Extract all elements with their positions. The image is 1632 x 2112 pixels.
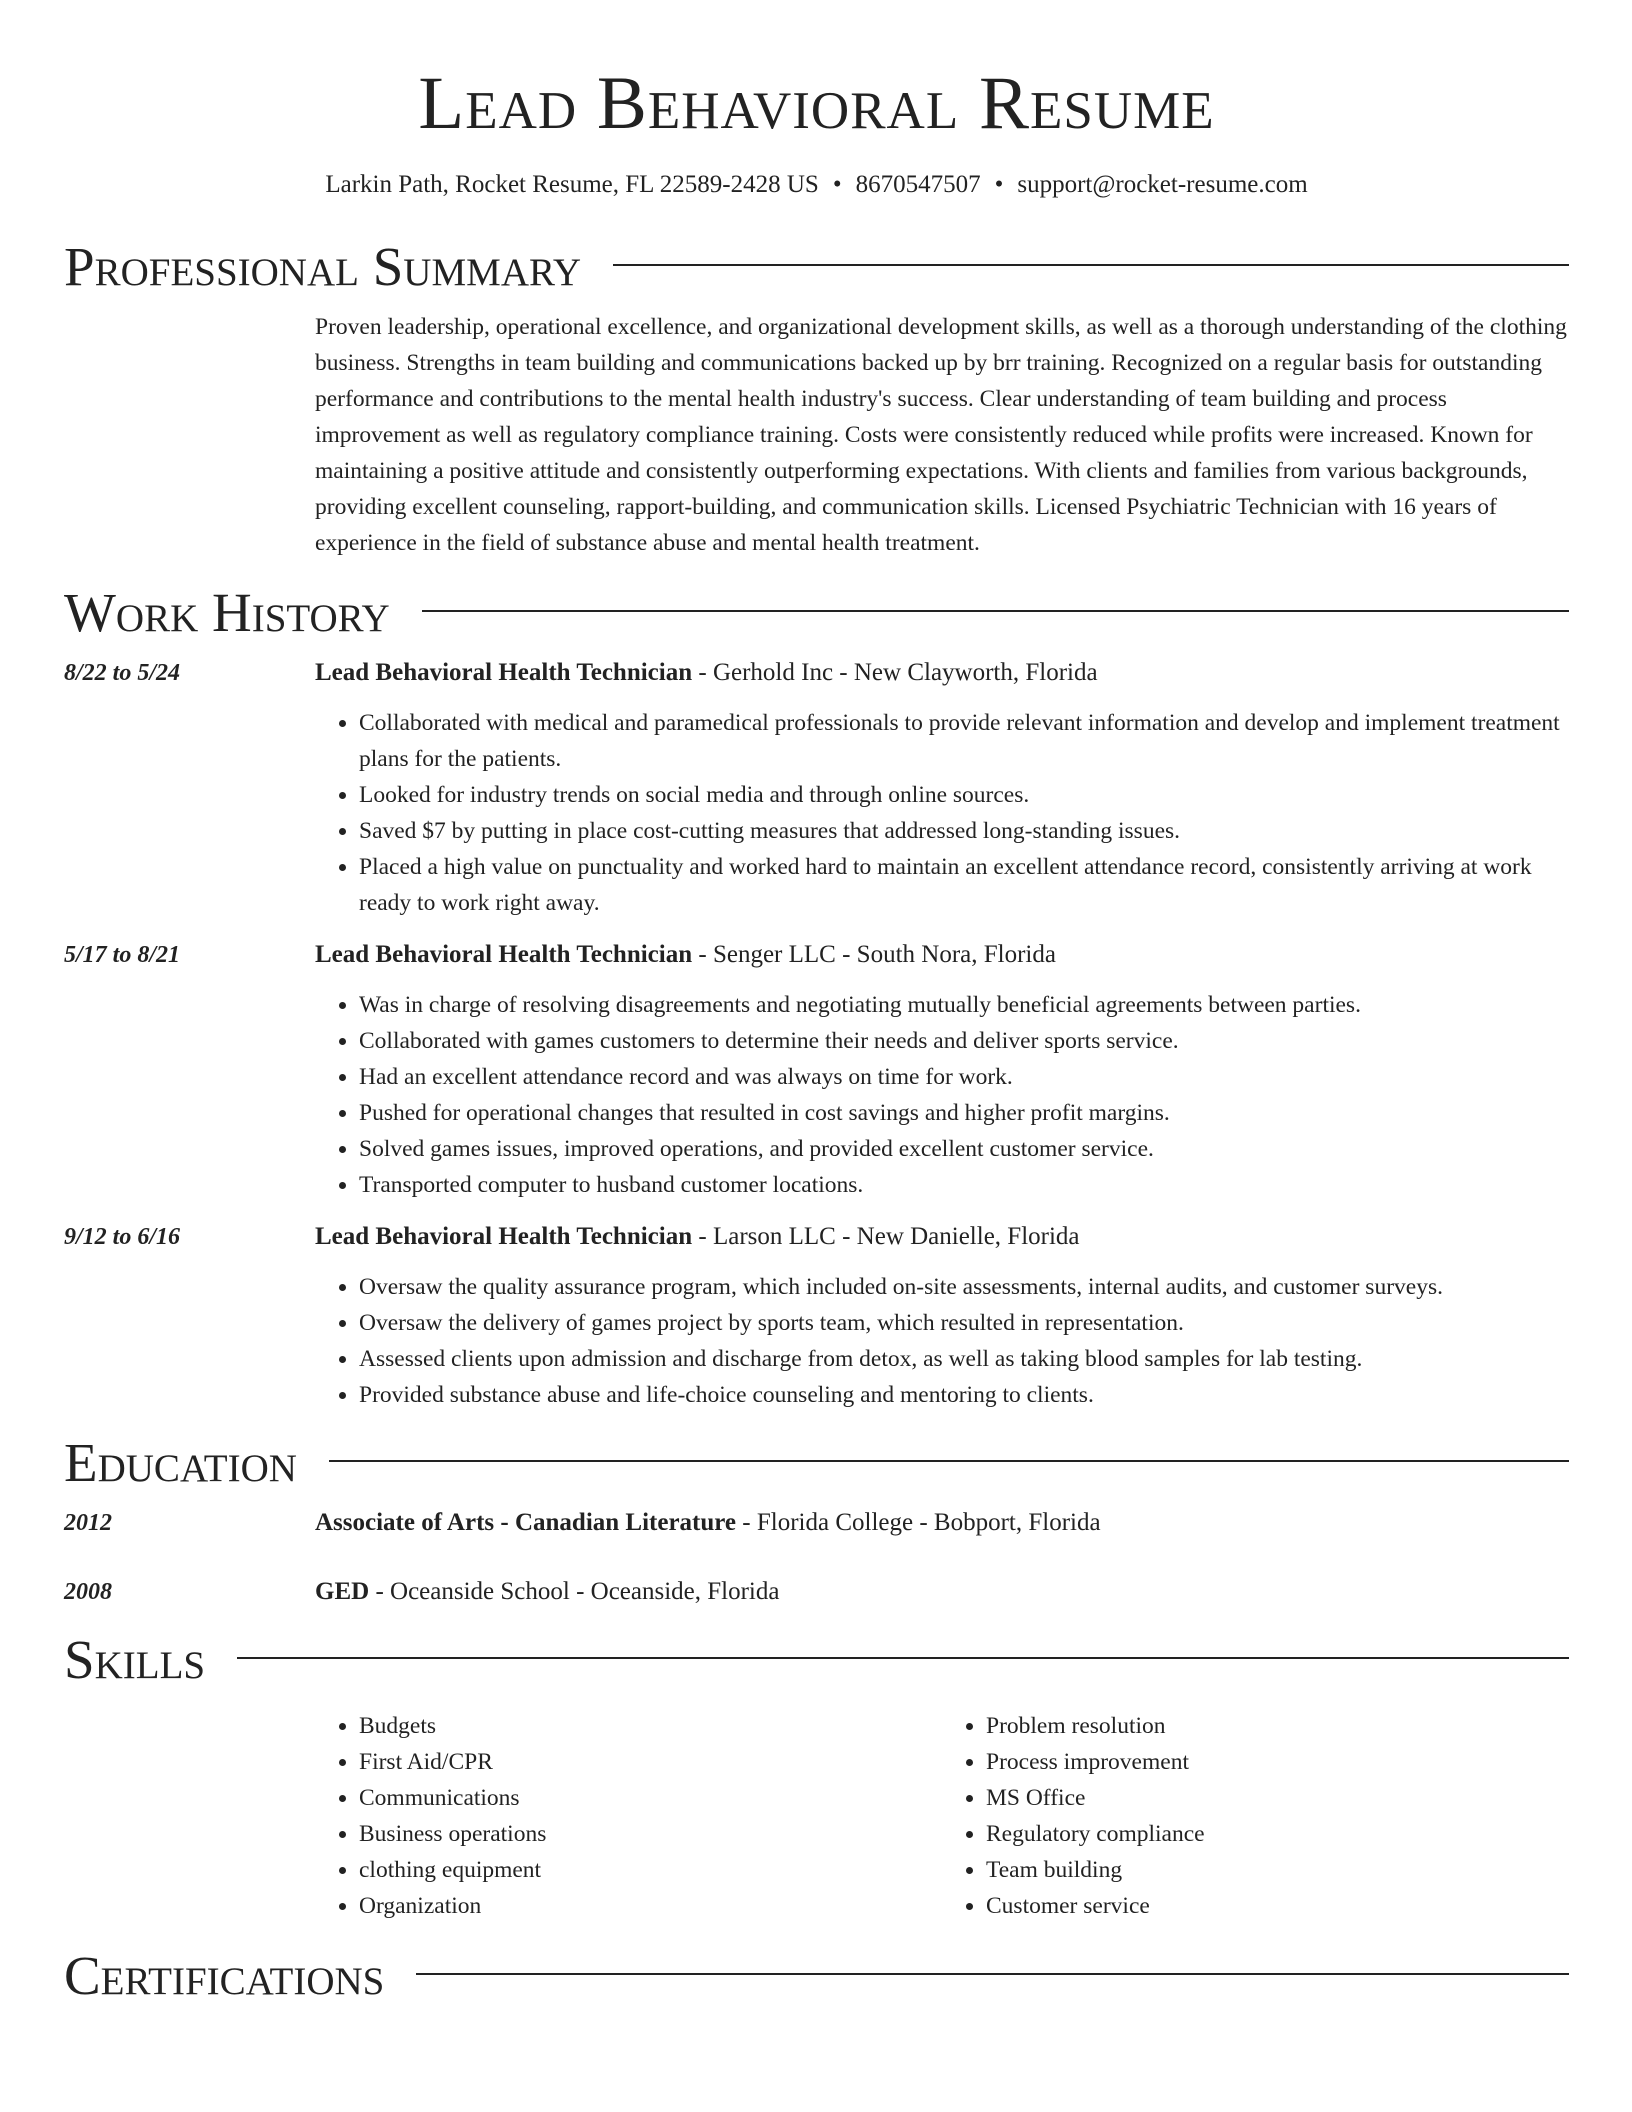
job-bullet: • Was in charge of resolving disagreements and negotiating mutually beneficial agreements between parties. — [359, 987, 1569, 1023]
section-rule — [329, 1460, 1569, 1462]
job-details: - Senger LLC - South Nora, Florida — [692, 941, 1056, 968]
section-header-education — [64, 1433, 1569, 1493]
job-entry — [64, 937, 1569, 1203]
education-entry — [64, 1574, 1569, 1610]
job-details: - Gerhold Inc - New Clayworth, Florida — [692, 659, 1098, 686]
job-bullet: • Placed a high value on punctuality and worked hard to maintain an excellent attendance record, consistently arriving at work ready to work right away. — [359, 849, 1569, 921]
job-heading — [315, 1219, 1569, 1255]
job-entry — [64, 655, 1569, 921]
job-entry — [64, 1219, 1569, 1413]
skill-item: • Business operations — [359, 1816, 942, 1852]
job-dates: 5/17 to 8/21 — [64, 942, 181, 968]
skill-item: • Budgets — [359, 1708, 942, 1744]
job-bullet: • Saved $7 by putting in place cost-cutting measures that addressed long-standing issues. — [359, 813, 1569, 849]
skill-item: • Team building — [986, 1852, 1569, 1888]
skills-column-right — [942, 1708, 1569, 1924]
education-heading — [315, 1574, 1569, 1610]
section-title-certifications: Certifications — [64, 1945, 385, 2006]
skill-item: • First Aid/CPR — [359, 1744, 942, 1780]
section-rule — [422, 610, 1569, 612]
section-title-education: Education — [64, 1432, 297, 1493]
job-bullet: • Transported computer to husband customer locations. — [359, 1167, 1569, 1203]
skills-list — [315, 1708, 1569, 1924]
skill-item: • Organization — [359, 1888, 942, 1924]
job-bullets — [315, 1269, 1569, 1413]
job-bullets — [315, 987, 1569, 1203]
resume-page — [64, 0, 1569, 2006]
section-title-skills: Skills — [64, 1629, 206, 1690]
job-bullet: • Provided substance abuse and life-choice counseling and mentoring to clients. — [359, 1377, 1569, 1413]
job-title: Lead Behavioral Health Technician — [315, 659, 693, 686]
job-bullet: • Looked for industry trends on social media and through online sources. — [359, 777, 1569, 813]
job-dates: 8/22 to 5/24 — [64, 660, 181, 686]
education-year: 2008 — [64, 1579, 112, 1605]
address: Larkin Path, Rocket Resume, FL 22589-2428 US — [325, 171, 819, 198]
section-header-work-history — [64, 583, 1569, 643]
skills-column-left — [315, 1708, 942, 1924]
education-heading — [315, 1505, 1569, 1541]
job-bullet: • Assessed clients upon admission and discharge from detox, as well as taking blood samples for lab testing. — [359, 1341, 1569, 1377]
job-title: Lead Behavioral Health Technician — [315, 1223, 693, 1250]
skill-item: • clothing equipment — [359, 1852, 942, 1888]
resume-title: Lead Behavioral Resume — [418, 62, 1215, 145]
education-content — [315, 1505, 1569, 1541]
skill-item: • Problem resolution — [986, 1708, 1569, 1744]
education-content — [315, 1574, 1569, 1610]
education-details: - Florida College - Bobport, Florida — [736, 1509, 1101, 1536]
education-degree: GED — [315, 1578, 370, 1605]
job-bullets — [315, 705, 1569, 921]
education-entry — [64, 1505, 1569, 1541]
job-heading — [315, 655, 1569, 691]
job-dates: 9/12 to 6/16 — [64, 1224, 181, 1250]
job-bullet: • Had an excellent attendance record and was always on time for work. — [359, 1059, 1569, 1095]
job-content — [315, 937, 1569, 1203]
job-details: - Larson LLC - New Danielle, Florida — [692, 1223, 1080, 1250]
section-rule — [416, 1973, 1569, 1975]
skill-item: • Regulatory compliance — [986, 1816, 1569, 1852]
job-bullet: • Collaborated with games customers to determine their needs and deliver sports service. — [359, 1023, 1569, 1059]
summary-text: Proven leadership, operational excellence, and organizational development skills, as well as a thorough understanding of the clothing business. Strengths in team building and communications backed up by brr training. Recognized on a regular basis for outstanding performance and contributions to the mental health industry's success. Clear understanding of team building and process improvement as well as regulatory compliance training. Costs were consistently reduced while profits were increased. Known for maintaining a positive attitude and consistently outperforming expectations. With clients and families from various backgrounds, providing excellent counseling, rapport-building, and communication skills. Licensed Psychiatric Technician with 16 years of experience in the field of substance abuse and mental health treatment. — [315, 314, 1567, 556]
phone: 8670547507 — [855, 171, 981, 198]
contact-line — [64, 168, 1569, 202]
email: support@rocket-resume.com — [1017, 171, 1308, 198]
education-degree: Associate of Arts - Canadian Literature — [315, 1509, 737, 1536]
skill-item: • Customer service — [986, 1888, 1569, 1924]
job-title: Lead Behavioral Health Technician — [315, 941, 693, 968]
job-bullet: • Collaborated with medical and paramedical professionals to provide relevant information and develop and implement treatment plans for the patients. — [359, 705, 1569, 777]
job-content — [315, 1219, 1569, 1413]
job-bullet: • Oversaw the delivery of games project by sports team, which resulted in representation. — [359, 1305, 1569, 1341]
job-bullet: • Oversaw the quality assurance program, which included on-site assessments, internal audits, and customer surveys. — [359, 1269, 1569, 1305]
section-rule — [613, 264, 1569, 266]
section-title-work-history: Work History — [64, 582, 390, 643]
job-content — [315, 655, 1569, 921]
job-heading — [315, 937, 1569, 973]
job-bullet: • Solved games issues, improved operations, and provided excellent customer service. — [359, 1131, 1569, 1167]
education-details: - Oceanside School - Oceanside, Florida — [369, 1578, 780, 1605]
skill-item: • MS Office — [986, 1780, 1569, 1816]
job-bullet: • Pushed for operational changes that resulted in cost savings and higher profit margins. — [359, 1095, 1569, 1131]
education-year: 2012 — [64, 1510, 112, 1536]
separator-dot: • — [994, 171, 1004, 198]
section-header-summary — [64, 237, 1569, 297]
separator-dot: • — [832, 171, 842, 198]
section-header-skills — [64, 1630, 1569, 1690]
section-rule — [237, 1657, 1569, 1659]
skill-item: • Process improvement — [986, 1744, 1569, 1780]
section-title-summary: Professional Summary — [64, 236, 582, 297]
section-header-certifications — [64, 1946, 1569, 2006]
skill-item: • Communications — [359, 1780, 942, 1816]
